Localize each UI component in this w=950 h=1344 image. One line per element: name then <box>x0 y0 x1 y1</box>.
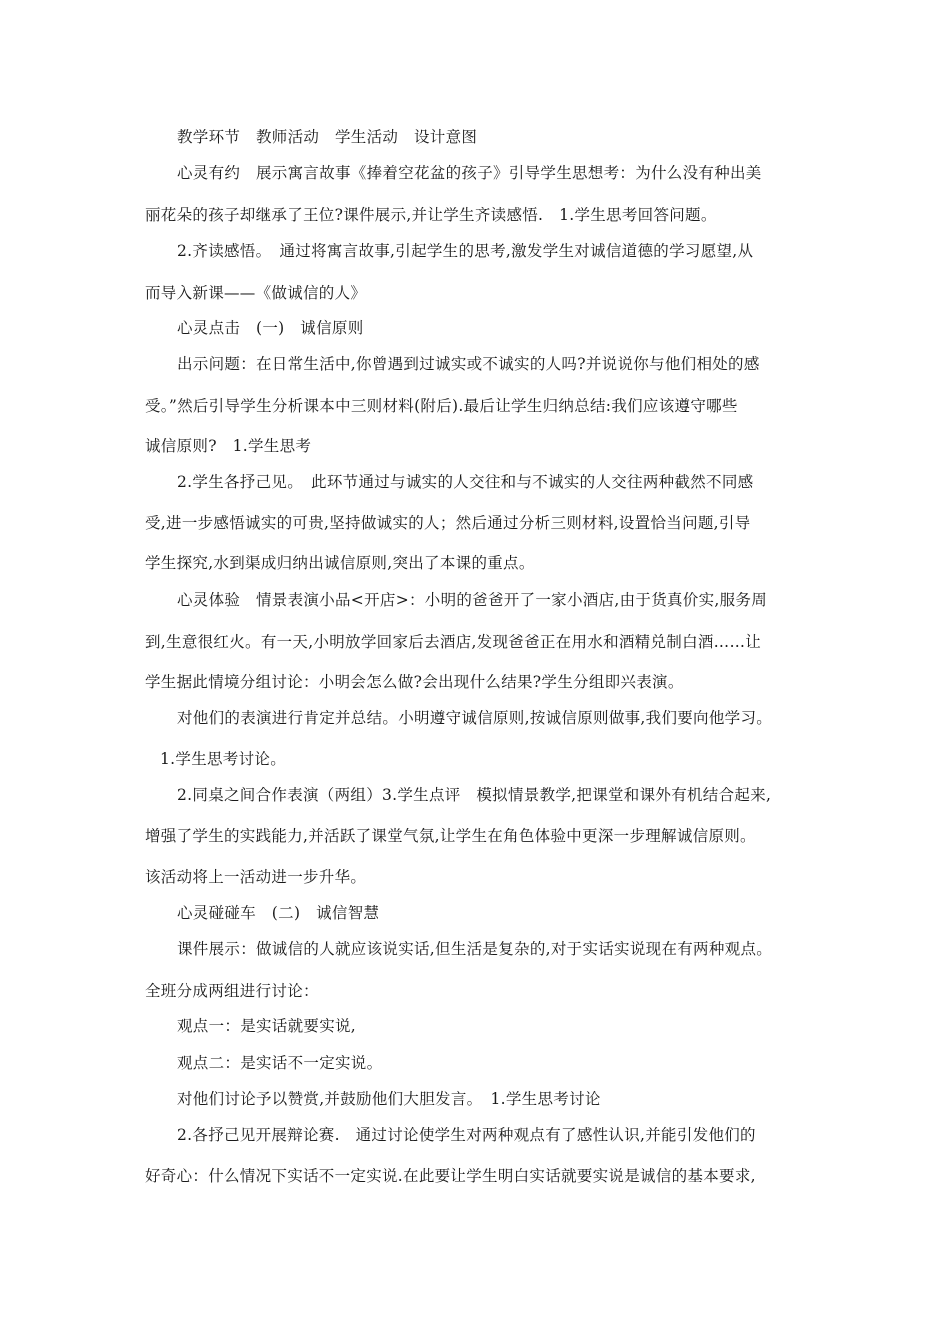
paragraph-line: 丽花朵的孩子却继承了王位?课件展示,并让学生齐读感悟. 1.学生思考回答问题。 <box>145 206 717 224</box>
paragraph-line: 到,生意很红火。有一天,小明放学回家后去酒店,发现爸爸正在用水和酒精兑制白酒……让 <box>145 633 762 651</box>
paragraph-line: 课件展示：做诚信的人就应该说实话,但生活是复杂的,对于实话实说现在有两种观点。 <box>177 940 773 958</box>
paragraph-line: 出示问题：在日常生活中,你曾遇到过诚实或不诚实的人吗?并说说你与他们相处的感 <box>177 355 760 373</box>
paragraph-line: 对他们的表演进行肯定并总结。小明遵守诚信原则,按诚信原则做事,我们要向他学习。 <box>177 709 773 727</box>
paragraph-line: 观点二：是实话不一定实说。 <box>177 1054 383 1072</box>
paragraph-line: 2.学生各抒己见。 此环节通过与诚实的人交往和与不诚实的人交往两种截然不同感 <box>177 473 754 491</box>
paragraph-line: 该活动将上一活动进一步升华。 <box>145 868 367 886</box>
paragraph-line: 受。”然后引导学生分析课本中三则材料(附后).最后让学生归纳总结:我们应该遵守哪些 <box>145 397 738 415</box>
section-heading: 心灵碰碰车 (二) 诚信智慧 <box>177 904 380 922</box>
paragraph-line: 受,进一步感悟诚实的可贵,坚持做诚实的人；然后通过分析三则材料,设置恰当问题,引导 <box>145 514 751 532</box>
section-heading: 心灵点击 (一) 诚信原则 <box>177 319 364 337</box>
paragraph-line: 全班分成两组进行讨论： <box>145 982 319 1000</box>
paragraph-line: 2.齐读感悟。 通过将寓言故事,引起学生的思考,激发学生对诚信道德的学习愿望,从 <box>177 242 754 260</box>
paragraph-line: 心灵体验 情景表演小品<开店>：小明的爸爸开了一家小酒店,由于货真价实,服务周 <box>177 591 768 609</box>
paragraph-line: 心灵有约 展示寓言故事《捧着空花盆的孩子》引导学生思想考：为什么没有种出美 <box>177 164 762 182</box>
paragraph-line: 诚信原则? 1.学生思考 <box>145 437 312 455</box>
paragraph-line: 好奇心：什么情况下实话不一定实说.在此要让学生明白实话就要实说是诚信的基本要求, <box>145 1167 756 1185</box>
paragraph-line: 1.学生思考讨论。 <box>160 750 286 768</box>
paragraph-line: 2.同桌之间合作表演（两组）3.学生点评 模拟情景教学,把课堂和课外有机结合起来, <box>177 786 772 804</box>
paragraph-line: 对他们讨论予以赞赏,并鼓励他们大胆发言。 1.学生思考讨论 <box>177 1090 601 1108</box>
paragraph-line: 2.各抒己见开展辩论赛. 通过讨论使学生对两种观点有了感性认识,并能引发他们的 <box>177 1126 756 1144</box>
paragraph-line: 增强了学生的实践能力,并活跃了课堂气氛,让学生在角色体验中更深一步理解诚信原则。 <box>145 827 756 845</box>
paragraph-line: 而导入新课——《做诚信的人》 <box>145 284 367 302</box>
paragraph-line: 观点一：是实话就要实说, <box>177 1017 357 1035</box>
paragraph-line: 学生据此情境分组讨论：小明会怎么做?会出现什么结果?学生分组即兴表演。 <box>145 673 684 691</box>
paragraph-line: 学生探究,水到渠成归纳出诚信原则,突出了本课的重点。 <box>145 554 535 572</box>
table-header-line: 教学环节 教师活动 学生活动 设计意图 <box>177 128 478 146</box>
